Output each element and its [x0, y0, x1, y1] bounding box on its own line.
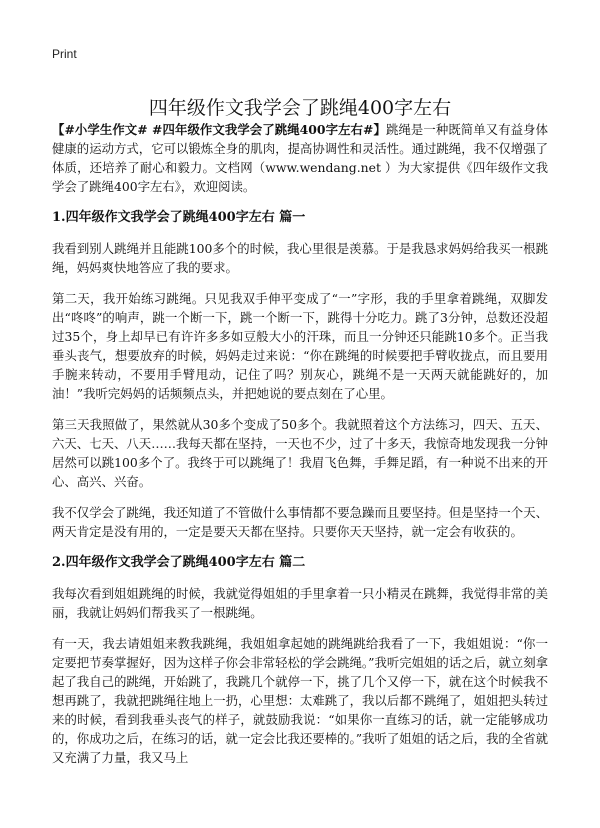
- section-2-paragraph-1: 我每次看到姐姐跳绳的时候，我就觉得姐姐的手里拿着一只小精灵在跳舞，我觉得非常的美丽，我就让妈妈们帮我买了一根跳绳。: [52, 586, 548, 620]
- section-1-paragraph-4: 我不仅学会了跳绳，我还知道了不管做什么事情都不要急躁而且要坚持。但是坚持一个天、两天肯定是没有用的，一定是要天天都在坚持。只要你天天坚持，就一定会有收获的。: [52, 505, 548, 539]
- section-1-paragraph-3: 第三天我照做了，果然就从30多个变成了50多个。我就照着这个方法练习，四天、五天、六天、七天、八天……我每天都在坚持，一天也不少，过了十多天，我惊奇地发现我一分钟居然可以跳100多个了。我终于可以跳绳了！我眉飞色舞，手舞足蹈，有一种说不出来的开心、高兴、兴奋。: [52, 417, 548, 489]
- section-heading-2: 2.四年级作文我学会了跳绳400字左右 篇二: [52, 555, 306, 570]
- section-1-paragraph-2: 第二天，我开始练习跳绳。只见我双手伸平变成了“一”字形，我的手里拿着跳绳，双脚发出“咚咚”的响声，跳一个断一下，跳一个断一下，跳得十分吃力。跳了3分钟，总数还没超过35个，身上却早已有许许多多如豆般大小的汗珠，而且一分钟还只能跳10多个。正当我垂头丧气，想要放弃的时候，妈妈走过来说：“你在跳绳的时候要把手臂收拢点，而且要用手腕来转动，不要用手臂甩动，记住了吗？别灰心，跳绳不是一天两天就能跳好的，加油！”我听完妈妈的话频频点头，并把她说的要点刻在了心里。: [52, 291, 548, 401]
- section-1-paragraph-1: 我看到别人跳绳并且能跳100多个的时候，我心里很是羡慕。于是我恳求妈妈给我买一根跳绳，妈妈爽快地答应了我的要求。: [52, 241, 548, 275]
- intro-paragraph: [52, 120, 548, 196]
- intro-tag: 【#小学生作文# #四年级作文我学会了跳绳400字左右#】: [52, 122, 386, 137]
- intro-text: 跳绳是一种既简单又有益身体健康的运动方式，它可以锻炼全身的肌肉，提高协调性和灵活性。通过跳绳，我不仅增强了体质，还培养了耐心和毅力。文档网（www.wendang.net ）为大家提供《四年级作文我学会了跳绳400字左右》，欢迎阅读。: [52, 122, 548, 194]
- page-title: 四年级作文我学会了跳绳400字左右: [148, 96, 452, 119]
- section-heading-1: 1.四年级作文我学会了跳绳400字左右 篇一: [52, 210, 306, 225]
- section-2-paragraph-2: 有一天，我去请姐姐来教我跳绳，我姐姐拿起她的跳绳跳给我看了一下，我姐姐说：“你一定要把节奏掌握好，因为这样子你会非常轻松的学会跳绳。”我听完姐姐的话之后，就立刻拿起了我自己的跳绳，开始跳了，我跳几个就停一下，挑了几个又停一下，就在这个时候我不想再跳了，我就把跳绳往地上一扔，心里想：太难跳了，我以后都不跳绳了，姐姐把头转过来的时候，看到我垂头丧气的样子，就鼓励我说：“如果你一直练习的话，就一定能够成功的，你成功之后，在练习的话，就一定会比我还要棒的。”我听了姐姐的话之后，我的全省就又充满了力量，我又马上: [52, 636, 548, 765]
- print-label[interactable]: Print: [52, 47, 77, 61]
- article-body: [52, 120, 548, 779]
